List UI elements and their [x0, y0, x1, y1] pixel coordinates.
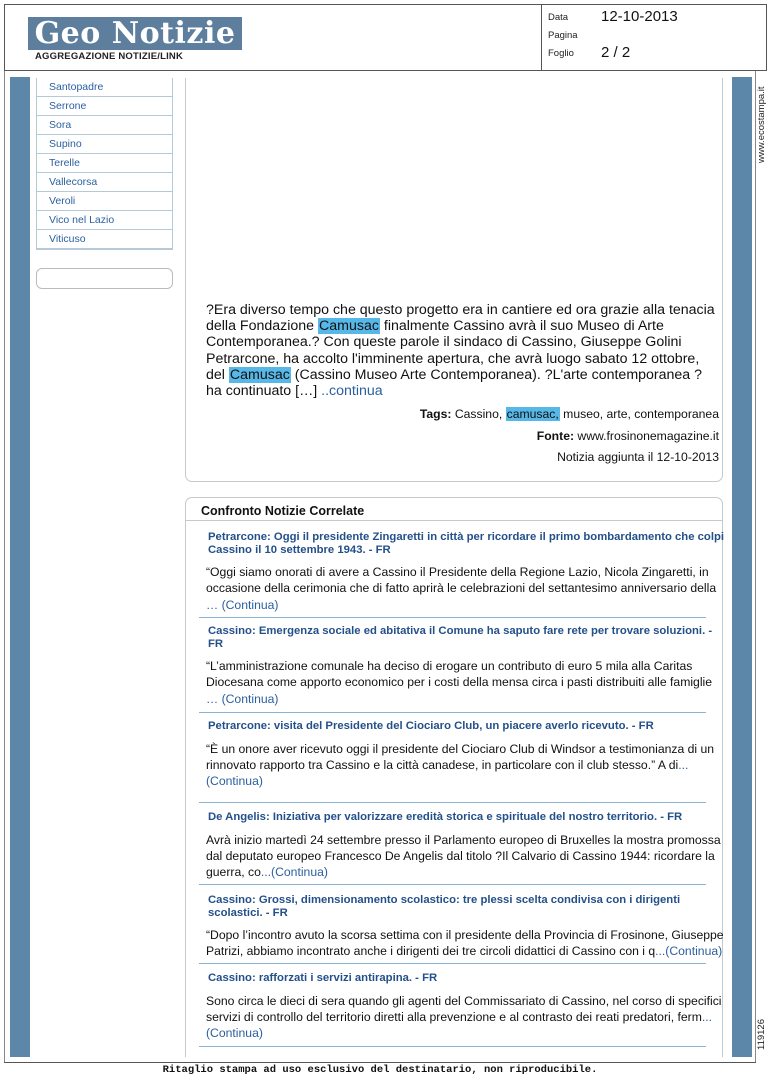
- logo: Geo Notizie: [28, 17, 242, 50]
- news-item: [206, 720, 724, 790]
- foglio-value: 2 / 2: [601, 44, 631, 61]
- related-title-rule: [186, 520, 722, 521]
- news-excerpt: [206, 927, 724, 960]
- news-title-link[interactable]: De Angelis: Iniziativa per valorizzare eredità storica e spirituale del nostro territorio. - FR: [208, 811, 683, 823]
- news-title-link[interactable]: Cassino: Grossi, dimensionamento scolastico: tre plessi scelta condivisa con i dirigenti scolastici. - FR: [208, 894, 681, 919]
- continua-link[interactable]: ... (Continua): [206, 757, 689, 789]
- news-excerpt-text: “L’amministrazione comunale ha deciso di erogare un contributo di euro 5 mila alla Caritas Diocesana come apporto economico per i costi della mensa circa i pasti distribuiti alle famiglie: [206, 659, 713, 690]
- article-text-part: ?Era diverso tempo che questo progetto era in cantiere ed ora grazie alla tenacia della Fondazione: [206, 302, 715, 335]
- fonte-label: Fonte:: [536, 429, 575, 443]
- article-text-part: (Cassino Museo Arte Contemporanea). ?L'arte contemporanea ? ha continuato […]: [206, 366, 703, 400]
- sidebar-item[interactable]: Veroli: [37, 192, 172, 211]
- news-excerpt: [206, 832, 724, 881]
- news-item: [206, 972, 724, 1042]
- sidebar-item[interactable]: Sora: [37, 116, 172, 135]
- pagina-label: Pagina: [548, 30, 578, 41]
- municipality-list: [36, 78, 173, 250]
- logo-subtitle: AGGREGAZIONE NOTIZIE/LINK: [35, 51, 184, 62]
- foglio-label: Foglio: [548, 48, 574, 59]
- news-excerpt-text: Avrà inizio martedì 24 settembre presso il Parlamento europeo di Bruxelles la mostra promossa dal deputato europeo Francesco De Angelis dal titolo ?Il Calvario di Cassino 1944: ricordare la guerra, co: [206, 832, 721, 880]
- continua-link[interactable]: … (Continua): [206, 691, 279, 706]
- sidebar-empty-box: [36, 268, 173, 289]
- data-value: 12-10-2013: [601, 8, 678, 25]
- news-divider: [199, 1046, 706, 1047]
- sidebar-item[interactable]: Serrone: [37, 97, 172, 116]
- continua-link[interactable]: ..continua: [321, 383, 383, 400]
- news-divider: [199, 963, 706, 964]
- sidebar-item[interactable]: Viticuso: [37, 230, 172, 249]
- tag: Cassino,: [454, 407, 503, 421]
- news-excerpt: [206, 564, 724, 613]
- fonte-line: [537, 429, 719, 443]
- continua-link[interactable]: ...(Continua): [206, 1009, 713, 1041]
- news-excerpt-text: “È un onore aver ricevuto oggi il presidente del Ciociaro Club di Windsor a testimonianza di un rinnovato rapporto tra Cassino e la città canadese, in particolare con il club stesso.” A di: [206, 741, 715, 772]
- tags-label: Tags:: [419, 407, 452, 421]
- news-item: [206, 811, 724, 881]
- highlighted-term: Camusac: [229, 366, 290, 383]
- article-text: [206, 302, 716, 399]
- related-title: Confronto Notizie Correlate: [201, 504, 365, 518]
- continua-link[interactable]: ...(Continua): [655, 944, 723, 959]
- added-date-line: Notizia aggiunta il 12-10-2013: [557, 450, 719, 464]
- website-vertical-text: www.ecostampa.it: [756, 86, 767, 163]
- sidebar-item[interactable]: Supino: [37, 135, 172, 154]
- news-title-link[interactable]: Petrarcone: visita del Presidente del Ciociaro Club, un piacere averlo ricevuto. - FR: [208, 720, 654, 732]
- article-box: [185, 78, 723, 482]
- news-excerpt: [206, 741, 724, 790]
- document-header: [4, 4, 767, 71]
- news-divider: [199, 884, 706, 885]
- fonte-value: www.frosinonemagazine.it: [577, 429, 719, 443]
- sidebar-item[interactable]: Terelle: [37, 154, 172, 173]
- tag-highlighted: camusac,: [506, 407, 559, 421]
- news-divider: [199, 712, 706, 713]
- sidebar-item[interactable]: Vallecorsa: [37, 173, 172, 192]
- sidebar-item[interactable]: Santopadre: [37, 78, 172, 97]
- footer-rule: [4, 1062, 756, 1063]
- news-excerpt: [206, 658, 724, 707]
- tag: museo, arte, contemporanea: [563, 407, 719, 421]
- news-excerpt: [206, 993, 724, 1042]
- related-news-box: [185, 497, 723, 1057]
- right-color-bar: [732, 77, 752, 1057]
- footer-notice: Ritaglio stampa ad uso esclusivo del destinatario, non riproducibile.: [162, 1064, 598, 1076]
- tags-line: [420, 407, 719, 421]
- code-vertical-text: 119126: [756, 1019, 767, 1050]
- news-divider: [199, 802, 706, 803]
- sidebar-item[interactable]: Vico nel Lazio: [37, 211, 172, 230]
- article-text-part: finalmente Cassino avrà il suo Museo di Arte Contemporanea.? Con queste parole il sindaco di Cassino, Giuseppe Golini Petrarcone, ha accolto l'imminente apertura, che avrà luogo sabato 12 ottobre, del: [206, 318, 700, 383]
- header-divider: [541, 5, 542, 70]
- continua-link[interactable]: ...(Continua): [260, 865, 328, 880]
- continua-link[interactable]: … (Continua): [206, 597, 279, 612]
- left-color-bar: [10, 77, 30, 1057]
- news-item: [206, 894, 724, 960]
- news-title-link[interactable]: Cassino: Emergenza sociale ed abitativa il Comune ha saputo fare rete per trovare soluzioni. - FR: [208, 625, 713, 650]
- news-excerpt-text: Sono circa le dieci di sera quando gli agenti del Commissariato di Cassino, nel corso di specifici servizi di controllo del territorio diretti alla prevenzione e al contrasto dei reati predatori, ferm: [206, 993, 722, 1024]
- news-item: [206, 625, 724, 707]
- highlighted-term: Camusac: [319, 318, 379, 335]
- news-excerpt-text: “Oggi siamo onorati di avere a Cassino il Presidente della Regione Lazio, Nicola Zingaretti, in occasione della cerimonia che di fatto aprirà le celebrazioni del settantesimo anniversario della: [206, 565, 717, 596]
- news-excerpt-text: “Dopo l’incontro avuto la scorsa settima con il presidente della Provincia di Frosinone, Giuseppe Patrizi, abbiamo incontrato anche i dirigenti dei tre circoli didattici di Cassino con i q: [206, 928, 724, 959]
- news-divider: [199, 617, 706, 618]
- news-title-link[interactable]: Petrarcone: Oggi il presidente Zingaretti in città per ricordare il primo bombardamento che colpi Cassino il 10 settembre 1943. - FR: [208, 531, 724, 556]
- news-item: [206, 531, 724, 613]
- news-title-link[interactable]: Cassino: rafforzati i servizi antirapina. - FR: [208, 972, 438, 984]
- data-label: Data: [548, 12, 569, 23]
